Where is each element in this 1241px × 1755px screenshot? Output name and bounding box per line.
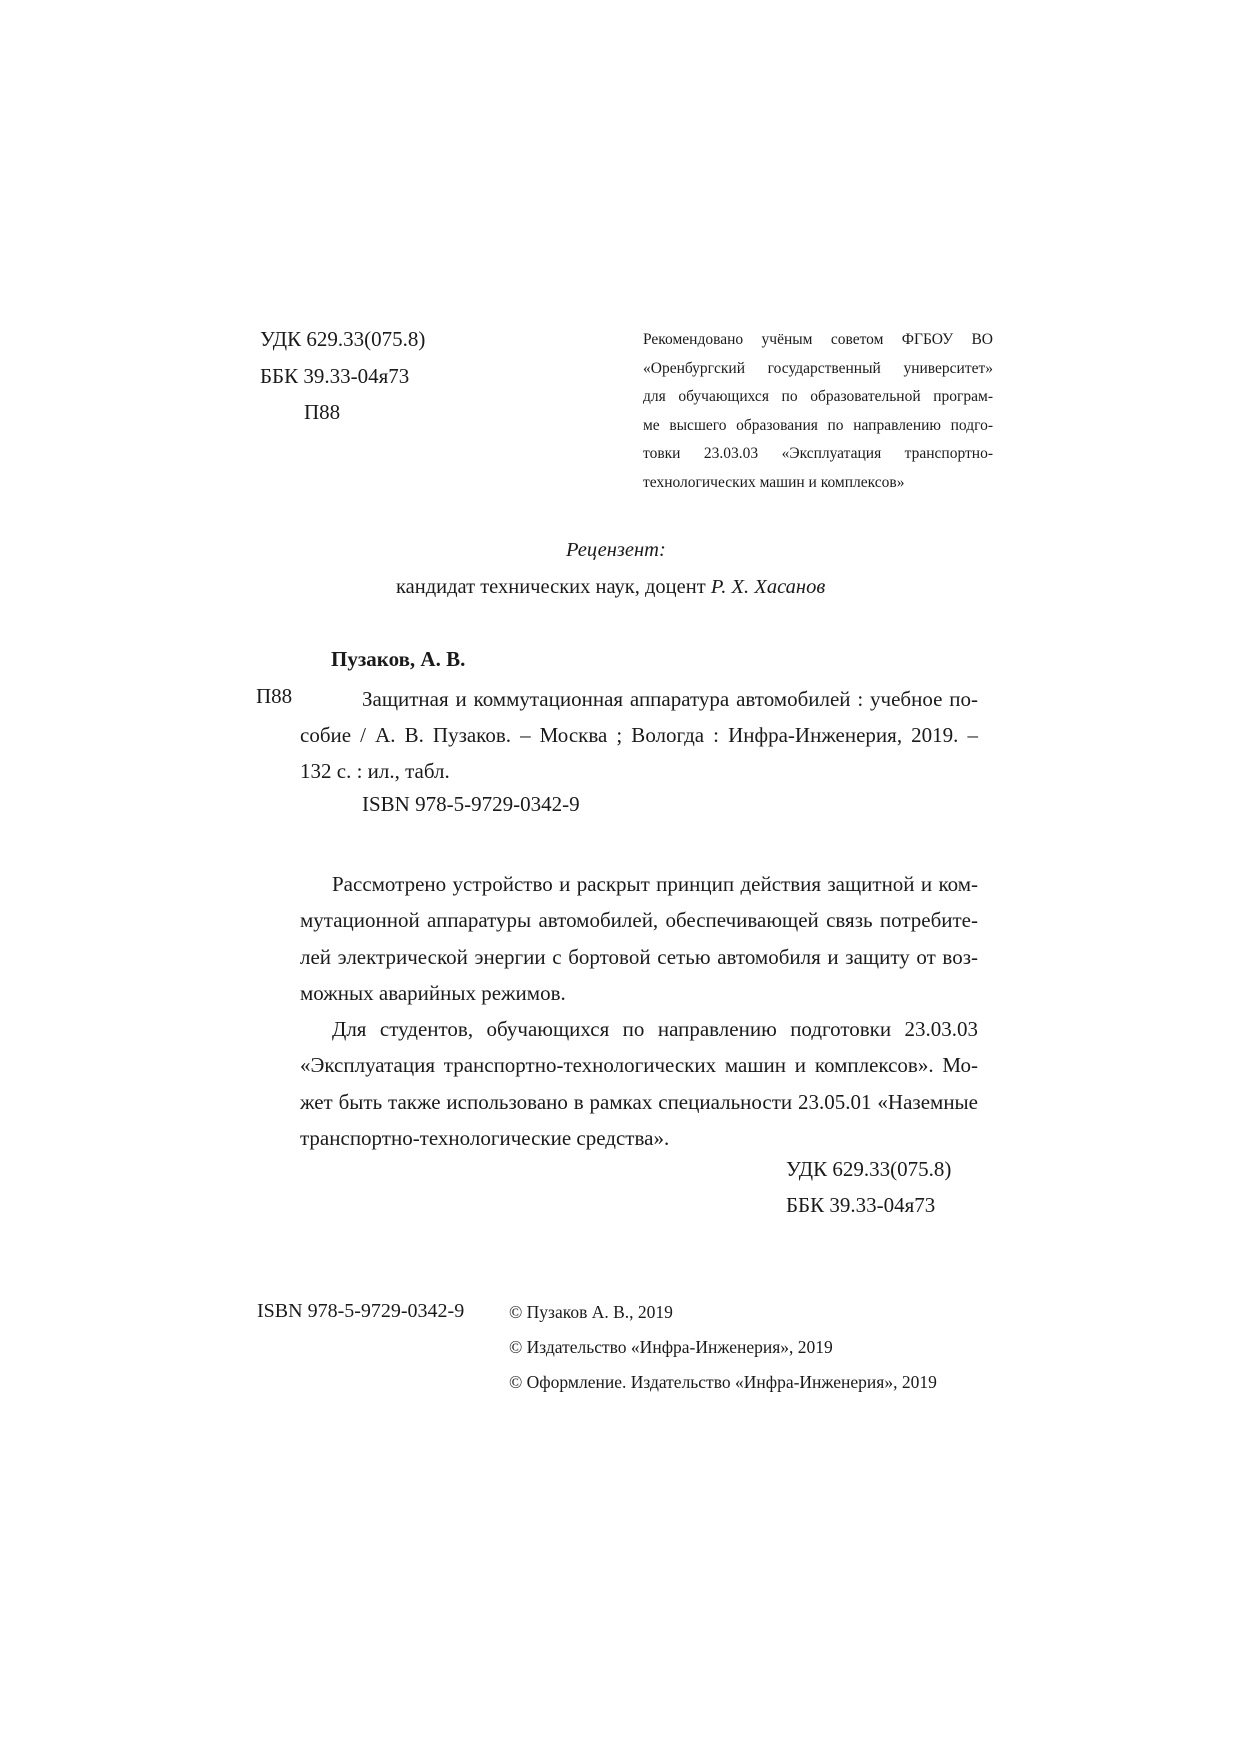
abstract-udk: УДК 629.33(075.8) [786,1157,952,1181]
recommendation-line: для обучающихся по образовательной програм- [643,388,993,406]
bib-author: Пузаков, А. В. [331,647,466,671]
abstract-line: лей электрической энергии с бортовой сетью автомобиля и защиту от воз- [300,944,978,969]
reviewer-heading: Рецензент: [566,539,666,561]
bib-isbn: ISBN 978-5-9729-0342-9 [362,792,580,816]
abstract [300,866,978,1156]
abstract-line: Для студентов, обучающихся по направлению подготовки 23.03.03 [332,1017,978,1042]
udk-code: УДК 629.33(075.8) [260,327,426,351]
copyright-design: © Оформление. Издательство «Инфра-Инженерия», 2019 [509,1372,937,1392]
abstract-line: жет быть также использовано в рамках специальности 23.05.01 «Наземные [300,1089,978,1114]
bbk-code: ББК 39.33-04я73 [260,364,410,388]
abstract-line: транспортно-технологические средства». [300,1126,670,1151]
reviewer-position: кандидат технических наук, доцент [396,576,706,598]
recommendation-line: ме высшего образования по направлению подго- [643,416,993,434]
abstract-bbk: ББК 39.33-04я73 [786,1193,936,1217]
recommendation-line: технологических машин и комплексов» [643,473,905,491]
recommendation-line: товки 23.03.03 «Эксплуатация транспортно- [643,445,993,463]
abstract-line: мутационной аппаратуры автомобилей, обеспечивающей связь потребите- [300,908,978,933]
bib-line: Защитная и коммутационная аппаратура автомобилей : учебное по- [362,687,978,711]
bib-line: 132 с. : ил., табл. [300,759,450,783]
footer-isbn: ISBN 978-5-9729-0342-9 [257,1300,465,1322]
copyright-publisher: © Издательство «Инфра-Инженерия», 2019 [509,1337,833,1357]
copyright-author: © Пузаков А. В., 2019 [509,1302,673,1322]
bib-line: собие / А. В. Пузаков. – Москва ; Вологда : Инфра-Инженерия, 2019. – [300,723,978,747]
bib-description [300,681,978,789]
abstract-line: можных аварийных режимов. [300,980,566,1005]
reviewer-name: Р. Х. Хасанов [710,576,826,598]
abstract-line: Рассмотрено устройство и раскрыт принцип действия защитной и ком- [332,872,978,896]
reviewer-line [396,576,825,599]
recommendation-block [643,326,993,498]
author-mark: П88 [304,400,341,424]
recommendation-line: Рекомендовано учёным советом ФГБОУ ВО [643,331,993,348]
bib-code: П88 [256,684,293,708]
abstract-line: «Эксплуатация транспортно-технологических машин и комплексов». Мо- [300,1053,978,1078]
recommendation-line: «Оренбургский государственный университет» [643,359,993,377]
